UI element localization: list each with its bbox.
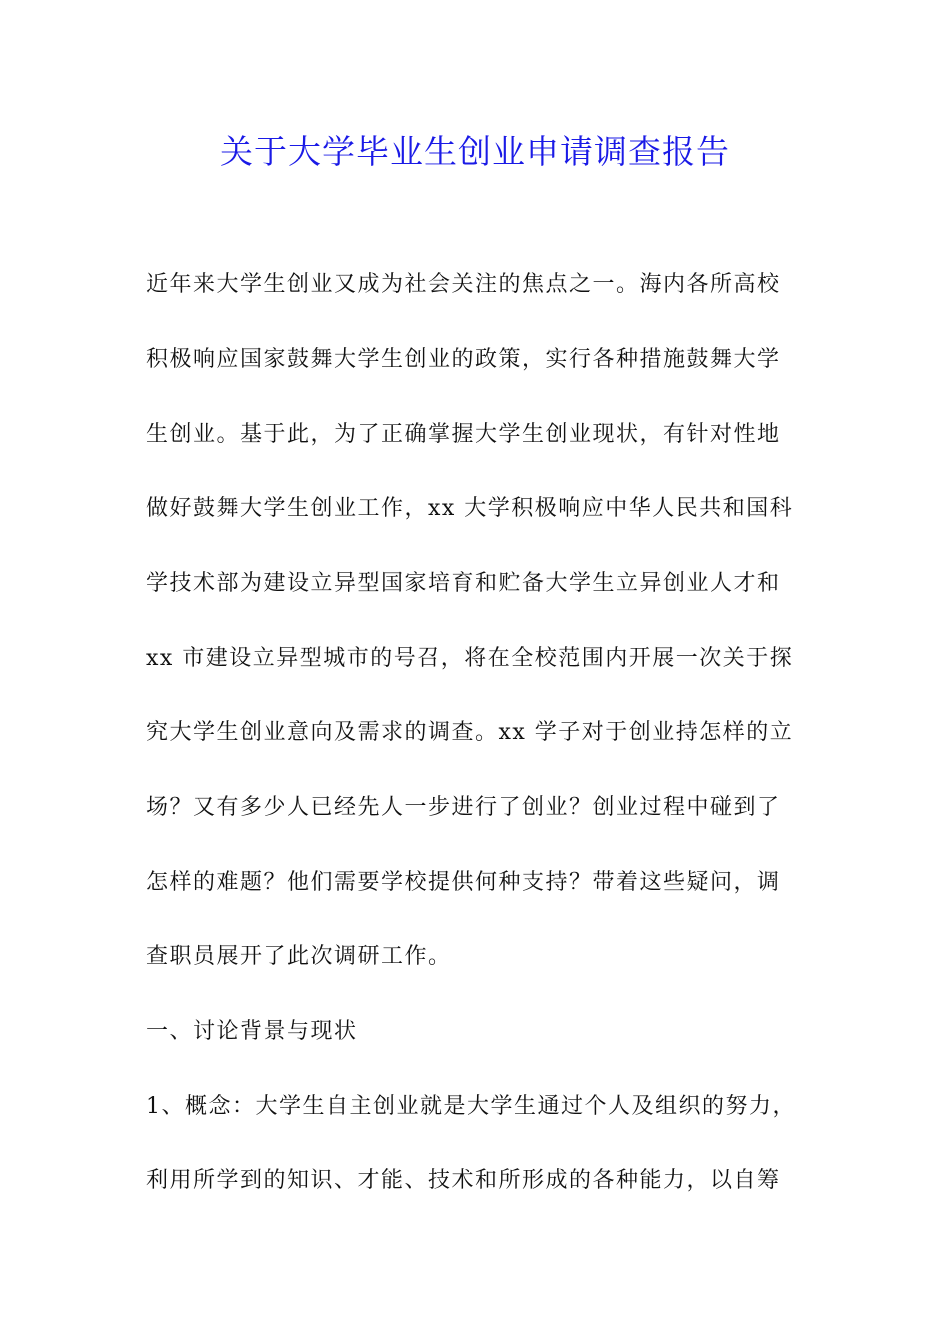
paragraph-line: 怎样的难题？他们需要学校提供何种支持？带着这些疑问，调	[146, 870, 781, 895]
paragraph-line: 学技术部为建设立异型国家培育和贮备大学生立异创业人才和	[146, 571, 781, 596]
paragraph-line: 1、概念：大学生自主创业就是大学生通过个人及组织的努力，	[146, 1094, 796, 1119]
paragraph-line: 利用所学到的知识、才能、技术和所形成的各种能力，以自筹	[146, 1168, 781, 1193]
paragraph-line: 生创业。基于此，为了正确掌握大学生创业现状，有针对性地	[146, 422, 781, 447]
paragraph-line: 查职员展开了此次调研工作。	[146, 944, 452, 969]
paragraph-line: 近年来大学生创业又成为社会关注的焦点之一。海内各所高校	[146, 272, 781, 297]
paragraph-line: 做好鼓舞大学生创业工作，xx 大学积极响应中华人民共和国科	[146, 496, 794, 521]
paragraph-line: 场？又有多少人已经先人一步进行了创业？创业过程中碰到了	[146, 795, 781, 820]
document-title: 关于大学毕业生创业申请调查报告	[220, 132, 730, 171]
section-heading: 一、讨论背景与现状	[146, 1019, 358, 1044]
paragraph-line: xx 市建设立异型城市的号召，将在全校范围内开展一次关于探	[146, 646, 794, 671]
paragraph-line: 积极响应国家鼓舞大学生创业的政策，实行各种措施鼓舞大学	[146, 347, 781, 372]
paragraph-line: 究大学生创业意向及需求的调查。xx 学子对于创业持怎样的立	[146, 720, 794, 745]
